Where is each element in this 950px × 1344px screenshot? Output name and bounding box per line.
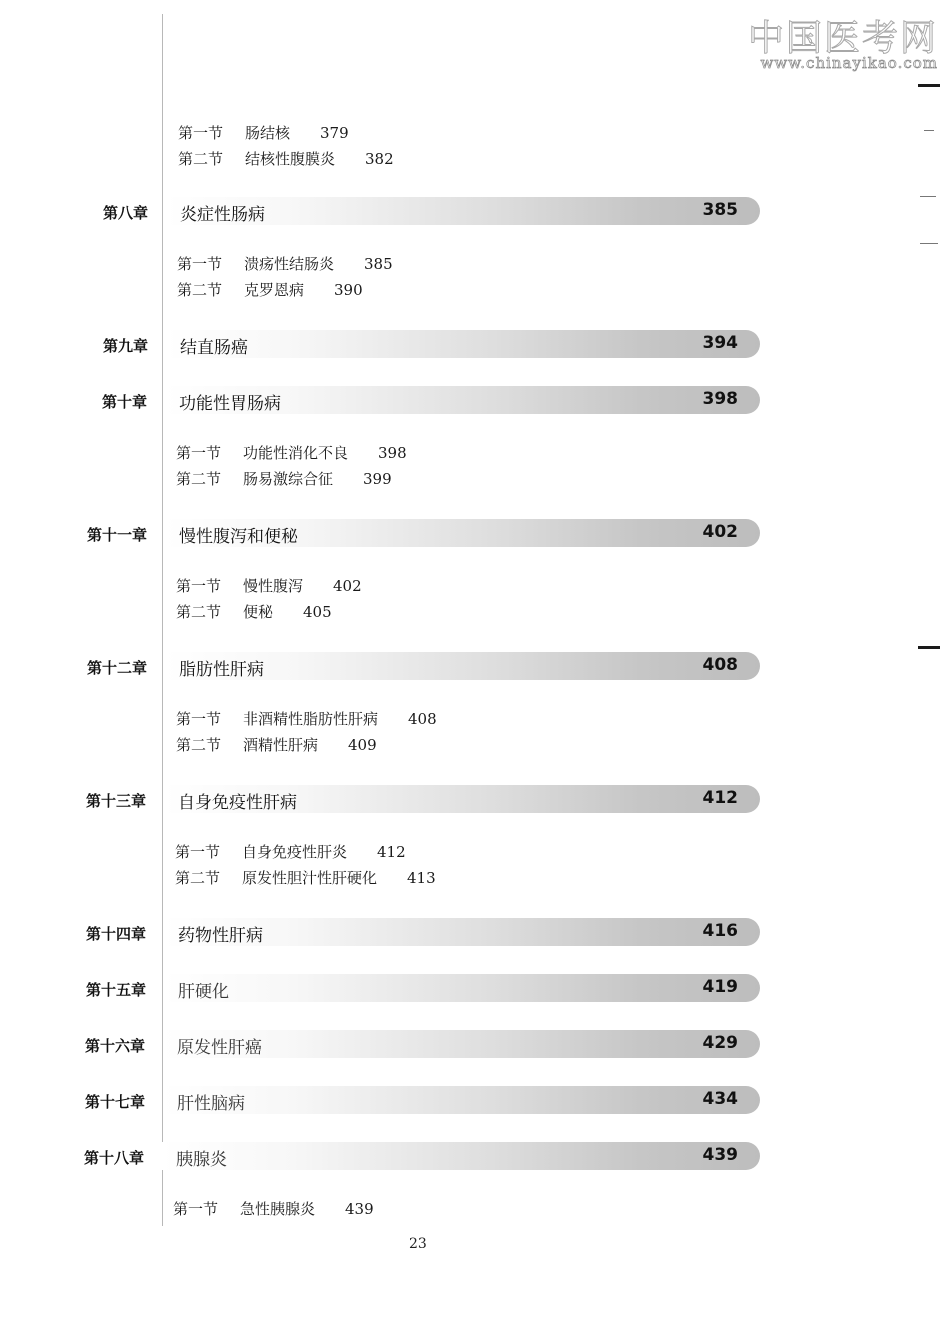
chapter-page-number: 385 <box>702 200 738 220</box>
chapter-page-number: 394 <box>702 333 738 353</box>
section-title: 急性胰腺炎 <box>240 1200 316 1218</box>
scan-mark <box>920 243 938 244</box>
watermark-url: www.chinayikao.com <box>760 54 938 72</box>
section-title: 溃疡性结肠炎 <box>244 255 335 273</box>
section-entry[interactable] <box>175 867 436 888</box>
chapter-page-number: 412 <box>702 788 738 808</box>
chapter-label: 第十七章 <box>84 1093 145 1111</box>
section-entry[interactable] <box>178 148 394 169</box>
chapter-heading[interactable] <box>162 1142 760 1170</box>
section-title: 原发性胆汁性肝硬化 <box>242 869 378 887</box>
section-number: 第一节 <box>173 1200 219 1218</box>
section-number: 第一节 <box>177 255 223 273</box>
scan-mark <box>918 84 940 87</box>
section-entry[interactable] <box>176 442 407 463</box>
section-title: 克罗恩病 <box>244 281 305 299</box>
chapter-page-number: 439 <box>702 1145 738 1165</box>
section-page-number: 390 <box>334 281 363 299</box>
section-entry[interactable] <box>176 708 437 729</box>
chapter-label: 第十四章 <box>85 925 146 943</box>
chapter-heading[interactable] <box>163 1030 760 1058</box>
chapter-heading[interactable] <box>166 330 760 358</box>
chapter-page-number: 402 <box>702 522 738 542</box>
chapter-heading[interactable] <box>166 197 760 225</box>
section-title: 肠结核 <box>245 124 291 142</box>
chapter-label: 第十章 <box>101 393 147 411</box>
chapter-label: 第八章 <box>102 204 148 222</box>
section-title: 便秘 <box>243 603 274 621</box>
section-title: 肠易激综合征 <box>243 470 334 488</box>
section-entry[interactable] <box>177 279 363 300</box>
chapter-title: 结直肠癌 <box>180 338 248 358</box>
section-number: 第二节 <box>176 470 222 488</box>
section-page-number: 409 <box>348 736 377 754</box>
chapter-page-number: 434 <box>702 1089 738 1109</box>
section-number: 第一节 <box>178 124 224 142</box>
page-number: 23 <box>409 1236 427 1252</box>
section-page-number: 405 <box>303 603 332 621</box>
chapter-heading[interactable] <box>164 974 760 1002</box>
section-number: 第二节 <box>178 150 224 168</box>
section-page-number: 382 <box>365 150 394 168</box>
section-title: 慢性腹泻 <box>243 577 304 595</box>
chapter-heading[interactable] <box>165 386 760 414</box>
scan-mark <box>920 196 936 197</box>
chapter-page-number: 416 <box>702 921 738 941</box>
chapter-page-number: 429 <box>702 1033 738 1053</box>
chapter-title: 药物性肝病 <box>178 926 263 946</box>
chapter-page-number: 398 <box>702 389 738 409</box>
chapter-page-number: 408 <box>702 655 738 675</box>
section-entry[interactable] <box>176 734 377 755</box>
chapter-heading[interactable] <box>165 519 760 547</box>
chapter-heading[interactable] <box>165 652 760 680</box>
section-entry[interactable] <box>175 841 406 862</box>
chapter-heading[interactable] <box>164 918 760 946</box>
section-entry[interactable] <box>173 1198 374 1219</box>
section-number: 第二节 <box>175 869 221 887</box>
chapter-title: 原发性肝癌 <box>177 1038 262 1058</box>
section-page-number: 385 <box>364 255 393 273</box>
chapter-title: 炎症性肠病 <box>180 205 265 225</box>
section-number: 第一节 <box>176 577 222 595</box>
chapter-title: 自身免疫性肝病 <box>178 793 297 813</box>
section-page-number: 439 <box>345 1200 374 1218</box>
chapter-label: 第十五章 <box>85 981 146 999</box>
chapter-title: 胰腺炎 <box>176 1150 227 1170</box>
section-title: 功能性消化不良 <box>243 444 349 462</box>
chapter-heading[interactable] <box>163 1086 760 1114</box>
chapter-label: 第十一章 <box>86 526 147 544</box>
section-entry[interactable] <box>176 601 332 622</box>
section-page-number: 379 <box>320 124 349 142</box>
chapter-label: 第十三章 <box>85 792 146 810</box>
section-entry[interactable] <box>177 253 393 274</box>
section-entry[interactable] <box>176 468 392 489</box>
section-page-number: 412 <box>377 843 406 861</box>
chapter-page-number: 419 <box>702 977 738 997</box>
chapter-label: 第十八章 <box>83 1149 144 1167</box>
section-page-number: 413 <box>407 869 436 887</box>
chapter-title: 肝硬化 <box>178 982 229 1002</box>
section-page-number: 402 <box>333 577 362 595</box>
chapter-heading[interactable] <box>164 785 760 813</box>
chapter-label: 第十二章 <box>86 659 147 677</box>
section-number: 第一节 <box>175 843 221 861</box>
scan-mark <box>918 646 940 649</box>
section-title: 酒精性肝病 <box>243 736 319 754</box>
section-page-number: 398 <box>378 444 407 462</box>
section-number: 第二节 <box>177 281 223 299</box>
section-page-number: 408 <box>408 710 437 728</box>
section-page-number: 399 <box>363 470 392 488</box>
section-title: 自身免疫性肝炎 <box>242 843 348 861</box>
section-entry[interactable] <box>178 122 349 143</box>
scan-mark <box>924 130 934 131</box>
watermark <box>700 10 940 72</box>
chapter-label: 第十六章 <box>84 1037 145 1055</box>
section-number: 第一节 <box>176 710 222 728</box>
section-title: 非酒精性脂肪性肝病 <box>243 710 379 728</box>
chapter-title: 肝性脑病 <box>177 1094 245 1114</box>
section-number: 第二节 <box>176 736 222 754</box>
chapter-label: 第九章 <box>102 337 148 355</box>
chapter-title: 慢性腹泻和便秘 <box>179 527 298 547</box>
section-title: 结核性腹膜炎 <box>245 150 336 168</box>
section-number: 第二节 <box>176 603 222 621</box>
chapter-title: 功能性胃肠病 <box>179 394 281 414</box>
watermark-text: 中国医考网 <box>747 18 938 59</box>
section-number: 第一节 <box>176 444 222 462</box>
section-entry[interactable] <box>176 575 362 596</box>
chapter-title: 脂肪性肝病 <box>179 660 264 680</box>
